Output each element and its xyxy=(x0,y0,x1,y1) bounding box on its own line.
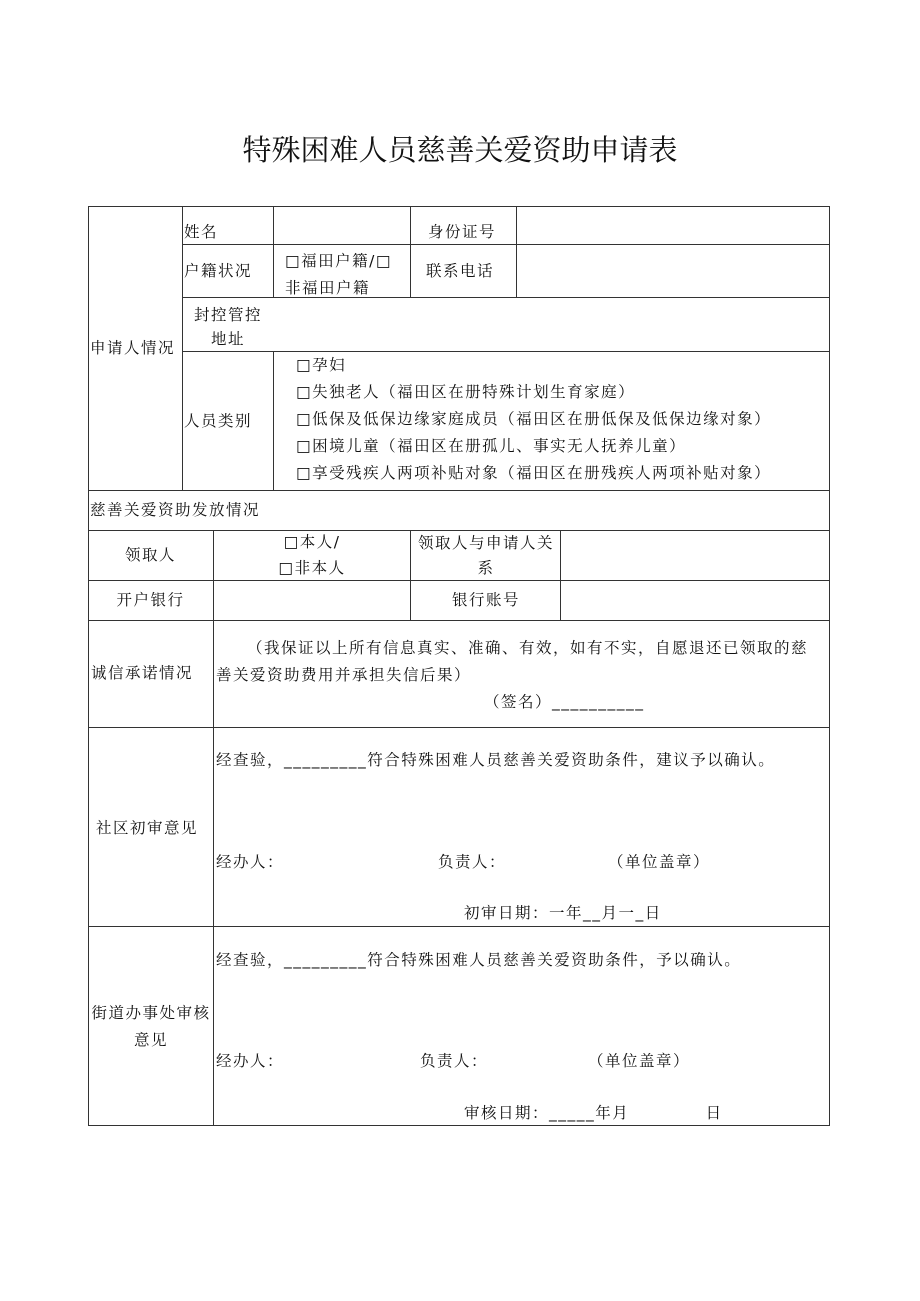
street-responsible[interactable]: 负责人： xyxy=(420,1052,489,1070)
category-option[interactable]: □享受残疾人两项补贴对象（福田区在册残疾人两项补贴对象） xyxy=(296,464,772,482)
community-handler[interactable]: 经办人： xyxy=(216,853,285,871)
community-check-text: 经查验，_________符合特殊困难人员慈善关爱资助条件，建议予以确认。 xyxy=(216,751,776,769)
account-label: 银行账号 xyxy=(451,591,520,609)
address-label: 封控管控地址 xyxy=(193,306,262,348)
payout-section-label: 慈善关爱资助发放情况 xyxy=(90,501,261,519)
col-divider xyxy=(213,530,214,1126)
category-option[interactable]: □失独老人（福田区在册特殊计划生育家庭） xyxy=(296,383,636,401)
relation-value[interactable] xyxy=(566,542,824,566)
household-options[interactable]: □福田户籍/□非福田户籍 xyxy=(285,252,393,297)
category-option[interactable]: □困境儿童（福田区在册孤儿、事实无人抚养儿童） xyxy=(296,437,687,455)
application-form-table xyxy=(88,206,830,1126)
phone-label: 联系电话 xyxy=(426,262,495,280)
bank-label: 开户银行 xyxy=(116,591,185,609)
col-divider xyxy=(273,351,274,490)
form-title: 特殊困难人员慈善关爱资助申请表 xyxy=(242,133,678,167)
col-divider xyxy=(273,206,274,297)
col-divider xyxy=(516,206,517,297)
col-divider xyxy=(182,206,183,490)
receiver-self-option[interactable]: □本人/ xyxy=(283,533,341,551)
category-option[interactable]: □低保及低保边缘家庭成员（福田区在册低保及低保边缘对象） xyxy=(296,410,772,428)
street-review-label: 街道办事处审核意见 xyxy=(91,1004,211,1049)
pledge-label: 诚信承诺情况 xyxy=(91,664,194,682)
household-label: 户籍状况 xyxy=(184,262,253,280)
relation-label: 领取人与申请人关系 xyxy=(417,534,554,577)
community-seal: （单位盖章） xyxy=(608,853,711,871)
row-divider xyxy=(88,490,830,491)
receiver-other-option[interactable]: □非本人 xyxy=(278,559,346,577)
pledge-text: （我保证以上所有信息真实、准确、有效，如有不实，自愿退还已领取的慈善关爱资助费用并承担失信后果） xyxy=(216,639,809,684)
street-check-text: 经查验，_________符合特殊困难人员慈善关爱资助条件，予以确认。 xyxy=(216,951,742,969)
row-divider xyxy=(88,926,830,927)
signature-line[interactable]: （签名）__________ xyxy=(484,693,645,711)
row-divider xyxy=(182,351,830,352)
row-divider xyxy=(182,297,830,298)
receiver-label: 领取人 xyxy=(124,546,176,564)
name-label: 姓名 xyxy=(184,223,219,241)
category-option[interactable]: □孕妇 xyxy=(296,356,347,374)
table-border xyxy=(829,206,830,1126)
community-responsible[interactable]: 负责人： xyxy=(438,853,507,871)
applicant-section-label: 申请人情况 xyxy=(90,339,176,357)
bank-value[interactable] xyxy=(218,587,406,611)
table-border xyxy=(88,206,830,207)
id-label: 身份证号 xyxy=(428,223,497,241)
street-seal: （单位盖章） xyxy=(588,1052,691,1070)
name-value[interactable] xyxy=(278,219,406,243)
row-divider xyxy=(88,620,830,621)
phone-value[interactable] xyxy=(520,258,820,282)
street-date[interactable]: 审核日期：_____年月 日 xyxy=(464,1104,723,1122)
table-border xyxy=(88,206,89,1126)
id-value[interactable] xyxy=(520,219,820,243)
address-value[interactable] xyxy=(278,312,818,336)
street-handler[interactable]: 经办人： xyxy=(216,1052,285,1070)
category-label: 人员类别 xyxy=(184,412,253,430)
row-divider xyxy=(182,244,830,245)
row-divider xyxy=(88,727,830,728)
community-date[interactable]: 初审日期：一年__月一_日 xyxy=(464,904,662,922)
account-value[interactable] xyxy=(566,587,824,611)
col-divider xyxy=(410,206,411,297)
community-review-label: 社区初审意见 xyxy=(96,819,199,837)
